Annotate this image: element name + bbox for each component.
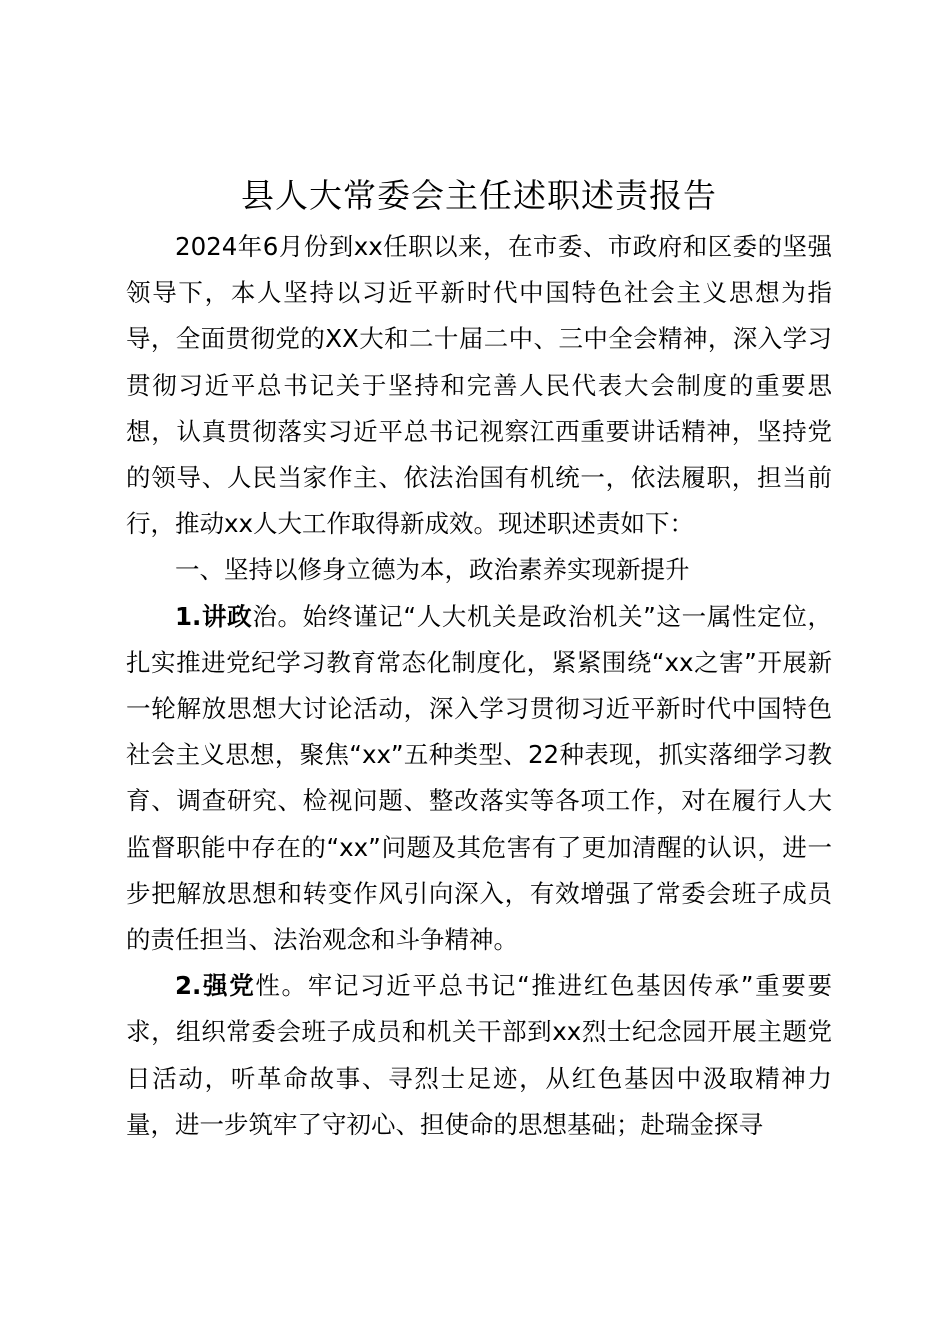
item-paragraph-1 xyxy=(126,594,832,964)
item-lead-2: 2.强党 xyxy=(175,971,256,1001)
intro-paragraph: 2024年6月份到xx任职以来，在市委、市政府和区委的坚强领导下，本人坚持以习近平新时代中国特色社会主义思想为指导，全面贯彻党的XX大和二十届二中、三中全会精神，深入学习贯彻习近平总书记关于坚持和完善人民代表大会制度的重要思想，认真贯彻落实习近平总书记视察江西重要讲话精神，坚持党的领导、人民当家作主、依法治国有机统一，依法履职，担当前行，推动xx人大工作取得新成效。现述职述责如下： xyxy=(126,232,832,539)
item-lead-1: 1.讲政 xyxy=(175,601,253,631)
document-title: 县人大常委会主任述职述责报告 xyxy=(241,176,717,215)
document-page xyxy=(126,168,832,1148)
item-body-1: 治。始终谨记“人大机关是政治机关”这一属性定位，扎实推进党纪学习教育常态化制度化，紧紧围绕“xx之害”开展新一轮解放思想大讨论活动，深入学习贯彻习近平新时代中国特色社会主义思想，聚焦“xx”五种类型、22种表现，抓实落细学习教育、调查研究、检视问题、整改落实等各项工作，对在履行人大监督职能中存在的“xx”问题及其危害有了更加清醒的认识，进一步把解放思想和转变作风引向深入，有效增强了常委会班子成员的责任担当、法治观念和斗争精神。 xyxy=(126,601,833,955)
item-paragraph-2 xyxy=(126,963,832,1148)
item-body-2: 性。牢记习近平总书记“推进红色基因传承”重要要求，组织常委会班子成员和机关干部到xx烈士纪念园开展主题党日活动，听革命故事、寻烈士足迹，从红色基因中汲取精神力量，进一步筑牢了守初心、担使命的思想基础；赴瑞金探寻 xyxy=(126,971,832,1139)
section-heading: 一、坚持以修身立德为本，政治素养实现新提升 xyxy=(175,555,690,585)
